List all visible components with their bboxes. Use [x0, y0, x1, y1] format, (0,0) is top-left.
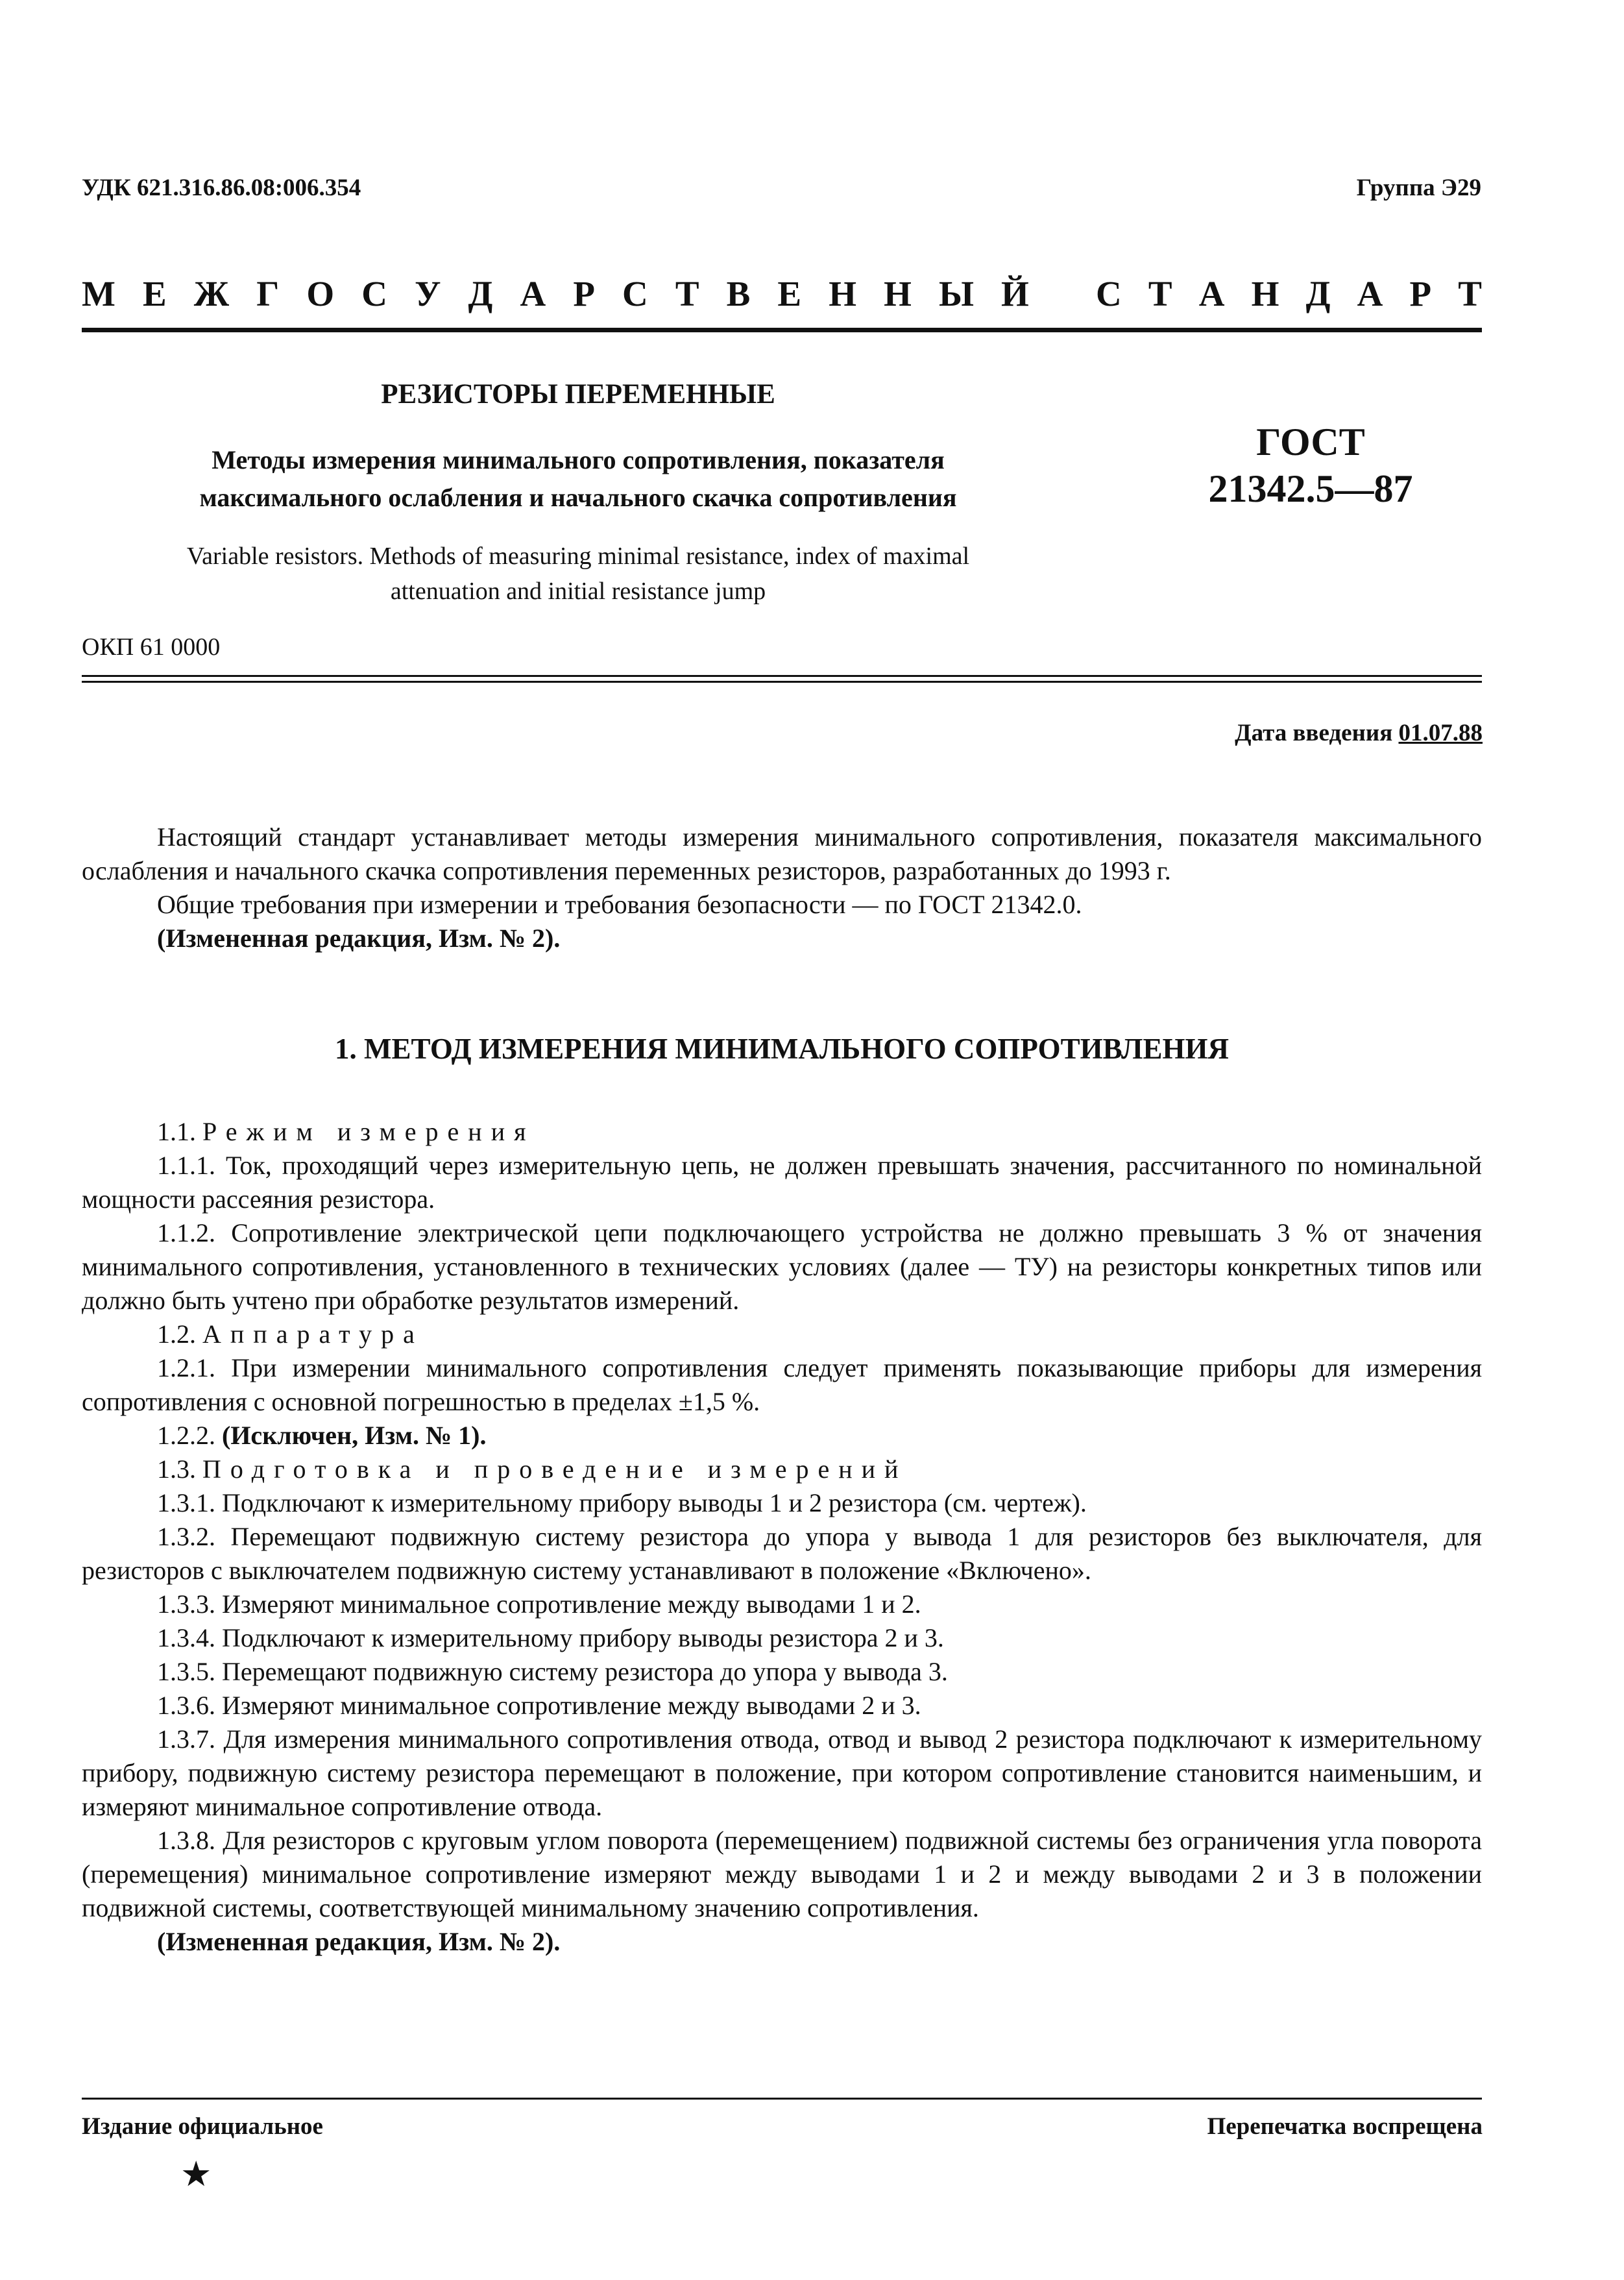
banner-letter: Т [1458, 274, 1482, 313]
clause-number: 1.2. [157, 1319, 196, 1349]
banner-letter: Т [1148, 274, 1172, 313]
clause-1-1-2: 1.1.2. Сопротивление электрической цепи подключающего устройства не должно превышать 3 % от значения минимального сопротивления, установленного в технических условиях (далее — ТУ) на резисторы конкретных типов или должно быть учтено при обработке результатов измерений. [82, 1218, 1482, 1315]
section-heading: 1. МЕТОД ИЗМЕРЕНИЯ МИНИМАЛЬНОГО СОПРОТИВЛЕНИЯ [335, 1033, 1229, 1065]
banner-letter: Е [777, 274, 802, 313]
clause-1-3-2: 1.3.2. Перемещают подвижную систему резистора до упора у вывода 1 для резисторов без выключателя, для резисторов с выключателем подвижную систему устанавливают в положение «Включено». [82, 1522, 1482, 1585]
english-title [82, 539, 1074, 609]
date-value: 01.07.88 [1398, 720, 1483, 746]
banner-letter: М [82, 274, 115, 313]
banner-letter: Р [573, 274, 595, 313]
english-title-line-2: attenuation and initial resistance jump [390, 578, 766, 605]
banner-letter: В [726, 274, 751, 313]
banner-word-standard [1096, 276, 1482, 312]
banner-letter: Г [256, 274, 280, 313]
banner-word-interstate [82, 276, 1029, 312]
clause-1-1 [82, 1115, 1482, 1149]
banner-letter: Е [143, 274, 167, 313]
banner-letter: О [306, 274, 335, 313]
banner-letter: Д [1305, 274, 1331, 313]
footer-rule [82, 2098, 1482, 2100]
banner-letter: Ы [938, 274, 974, 313]
clause-1-3-4: 1.3.4. Подключают к измерительному прибору выводы резистора 2 и 3. [157, 1623, 944, 1652]
banner-letter: У [415, 274, 441, 313]
banner-letter: Н [829, 274, 856, 313]
reprint-prohibited-label: Перепечатка воспрещена [1207, 2113, 1483, 2140]
banner-letter: А [520, 274, 546, 313]
subtitle-line-2: максимального ослабления и начального скачка сопротивления [199, 483, 957, 512]
clause-1-3-7: 1.3.7. Для измерения минимального сопротивления отвода, отвод и вывод 2 резистора подключают к измерительному прибору, подвижную систему резистора перемещают в положение, при котором сопротивление становится наименьшим, и измеряют минимальное сопротивление отвода. [82, 1724, 1482, 1821]
banner-letter: Ж [193, 274, 230, 313]
clause-1-2 [82, 1318, 1482, 1351]
banner-letter: Й [1001, 274, 1029, 313]
clause-1-3-8: 1.3.8. Для резисторов с круговым углом поворота (перемещением) подвижной системы без ограничения угла поворота (перемещения) минимальное сопротивление измеряют между выводами 1 и 2 и между выводами 2 и 3 в положении подвижной системы, соответствующей минимальному значению сопротивления. [82, 1826, 1482, 1922]
clause-title: Подготовка и проведение измерений [202, 1454, 908, 1484]
clause-1-3 [82, 1453, 1482, 1486]
banner-letter: А [1198, 274, 1225, 313]
section-amendment-note: (Измененная редакция, Изм. № 2). [157, 1927, 561, 1956]
document-subtitle [82, 441, 1074, 517]
section-1-body [82, 1115, 1482, 1959]
banner-letter: С [361, 274, 387, 313]
group-code: Группа Э29 [1356, 175, 1481, 201]
gost-designation [1181, 419, 1440, 512]
official-edition-label: Издание официальное [82, 2113, 323, 2140]
banner-letter: Н [1251, 274, 1279, 313]
gost-label: ГОСТ [1256, 421, 1365, 463]
gost-number: 21342.5—87 [1208, 467, 1413, 510]
banner-rule [82, 328, 1482, 332]
okp-code: ОКП 61 0000 [82, 633, 221, 661]
document-title: РЕЗИСТОРЫ ПЕРЕМЕННЫЕ [381, 379, 775, 410]
clause-1-2-1: 1.2.1. При измерении минимального сопротивления следует применять показывающие приборы для измерения сопротивления с основной погрешностью в пределах ±1,5 %. [82, 1353, 1482, 1416]
intro-paragraph: Настоящий стандарт устанавливает методы измерения минимального сопротивления, показателя максимального ослабления и начального скачка сопротивления переменных резисторов, разработанных до 1993 г. [82, 822, 1482, 885]
clause-number: 1.1. [157, 1117, 196, 1146]
clause-title: Аппаратура [202, 1319, 424, 1349]
introduction-date [1235, 719, 1483, 747]
banner-letter: Т [675, 274, 699, 313]
clause-1-2-2 [82, 1419, 1482, 1453]
banner-letter: Д [468, 274, 493, 313]
intro-amendment-note: (Измененная редакция, Изм. № 2). [157, 924, 561, 953]
banner-letter: С [622, 274, 648, 313]
clause-number: 1.2.2. [157, 1421, 215, 1450]
header-rule-bottom [82, 681, 1482, 683]
english-title-line-1: Variable resistors. Methods of measuring minimal resistance, index of maximal [186, 543, 970, 570]
banner-letter: Н [884, 274, 912, 313]
clause-1-1-1: 1.1.1. Ток, проходящий через измерительную цепь, не должен превышать значения, рассчитанного по номинальной мощности рассеяния резистора. [82, 1151, 1482, 1214]
clause-number: 1.3. [157, 1454, 196, 1484]
clause-1-3-1: 1.3.1. Подключают к измерительному прибору выводы 1 и 2 резистора (см. чертеж). [157, 1488, 1087, 1517]
clause-excluded-note: (Исключен, Изм. № 1). [222, 1421, 487, 1450]
interstate-standard-banner [82, 276, 1482, 312]
header-rule-top [82, 675, 1482, 677]
clause-title: Режим измерения [202, 1117, 535, 1146]
date-label: Дата введения [1235, 720, 1393, 746]
intro-text [82, 820, 1482, 955]
star-icon: ★ [180, 2155, 212, 2194]
banner-letter: А [1357, 274, 1383, 313]
clause-1-3-5: 1.3.5. Перемещают подвижную систему резистора до упора у вывода 3. [157, 1657, 948, 1686]
banner-letter: С [1096, 274, 1122, 313]
subtitle-line-1: Методы измерения минимального сопротивления, показателя [212, 445, 945, 474]
udc-code: УДК 621.316.86.08:006.354 [82, 175, 361, 201]
banner-letter: Р [1409, 274, 1432, 313]
clause-1-3-3: 1.3.3. Измеряют минимальное сопротивление между выводами 1 и 2. [157, 1589, 921, 1619]
intro-safety-paragraph: Общие требования при измерении и требования безопасности — по ГОСТ 21342.0. [157, 890, 1082, 919]
clause-1-3-6: 1.3.6. Измеряют минимальное сопротивление между выводами 2 и 3. [157, 1691, 921, 1720]
